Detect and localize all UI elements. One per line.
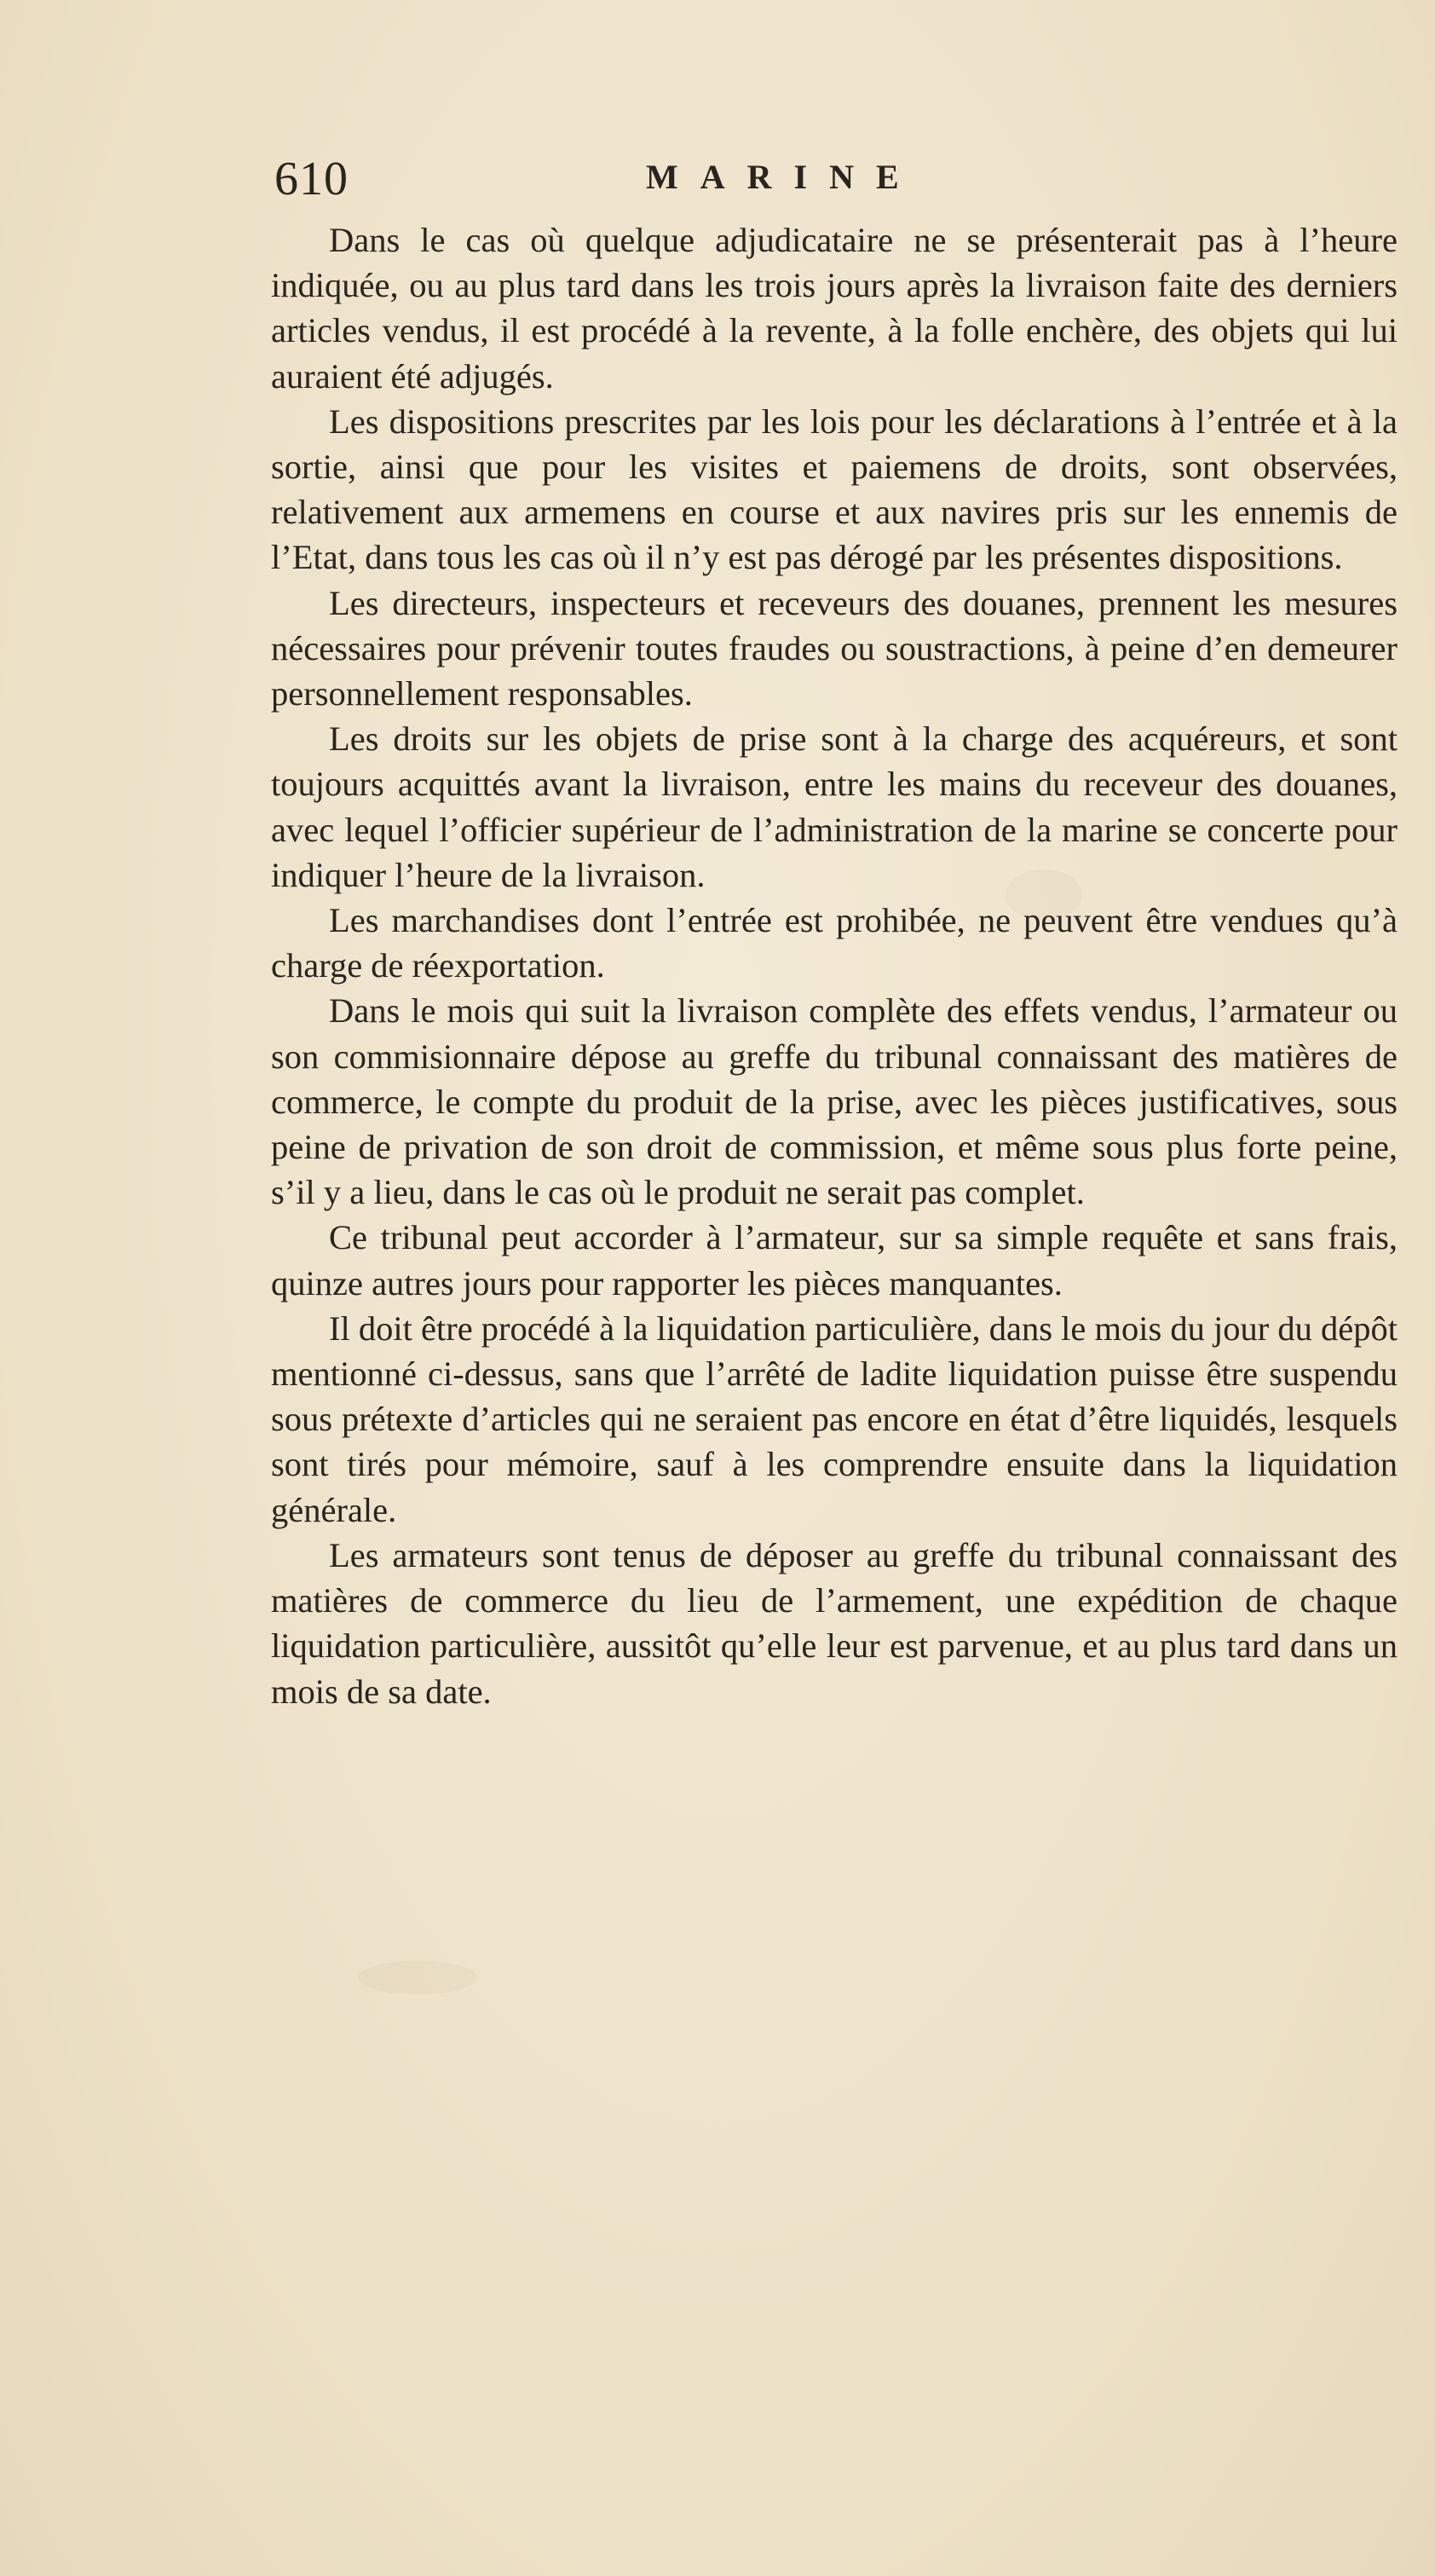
paragraph: Les armateurs sont tenus de déposer au greffe du tribunal connaissant des matières de commerce du lieu de l’armement, une expédition de chaque liquidation particulière, aussitôt qu’elle leur est parvenue, et au plus tard dans un mois de sa date. — [271, 1535, 1398, 1711]
body-text — [271, 217, 1398, 1714]
page-number: 610 — [274, 153, 349, 205]
page-header — [274, 152, 1399, 211]
paragraph: Les dispositions prescrites par les lois pour les déclarations à l’entrée et à la sortie, ainsi que pour les visites et paiemens de droits, sont observées, relativement aux armemens en course et aux navires pris sur les ennemis de l’Etat, dans tous les cas où il n’y est pas dérogé par les présentes dispositions. — [271, 401, 1398, 577]
paragraph: Les directeurs, inspecteurs et receveurs des douanes, prennent les mesures nécessaires pour prévenir toutes fraudes ou soustractions, à peine d’en demeurer personnellement responsables. — [271, 583, 1398, 713]
paragraph: Ce tribunal peut accorder à l’armateur, sur sa simple requête et sans frais, quinze autres jours pour rapporter les pièces manquantes. — [271, 1218, 1398, 1302]
paragraph: Il doit être procédé à la liquidation particulière, dans le mois du jour du dépôt mentionné ci-dessus, sans que l’arrêté de ladite liquidation puisse être suspendu sous prétexte d’articles qui ne seraient pas encore en état d’être liquidés, lesquels sont tirés pour mémoire, sauf à les comprendre ensuite dans la liquidation générale. — [271, 1308, 1398, 1529]
running-title: MARINE — [646, 158, 921, 196]
paragraph: Les droits sur les objets de prise sont à la charge des acquéreurs, et sont toujours acquittés avant la livraison, entre les mains du receveur des douanes, avec lequel l’officier supérieur de l’administration de la marine se concerte pour indiquer l’heure de la livraison. — [271, 719, 1398, 894]
paragraph: Dans le mois qui suit la livraison complète des effets vendus, l’armateur ou son commisionnaire dépose au greffe du tribunal connaissant des matières de commerce, le compte du produit de la prise, avec les pièces justificatives, sous peine de privation de son droit de commission, et même sous plus forte peine, s’il y a lieu, dans le cas où le produit ne serait pas complet. — [271, 991, 1398, 1212]
paragraph: Les marchandises dont l’entrée est prohibée, ne peuvent être vendues qu’à charge de réexportation. — [271, 901, 1398, 985]
paper-stain — [358, 1961, 477, 1995]
paragraph: Dans le cas où quelque adjudicataire ne se présenterait pas à l’heure indiquée, ou au plus tard dans les trois jours après la livraison faite des derniers articles vendus, il est procédé à la revente, à la folle enchère, des objets qui lui auraient été adjugés. — [271, 221, 1398, 396]
